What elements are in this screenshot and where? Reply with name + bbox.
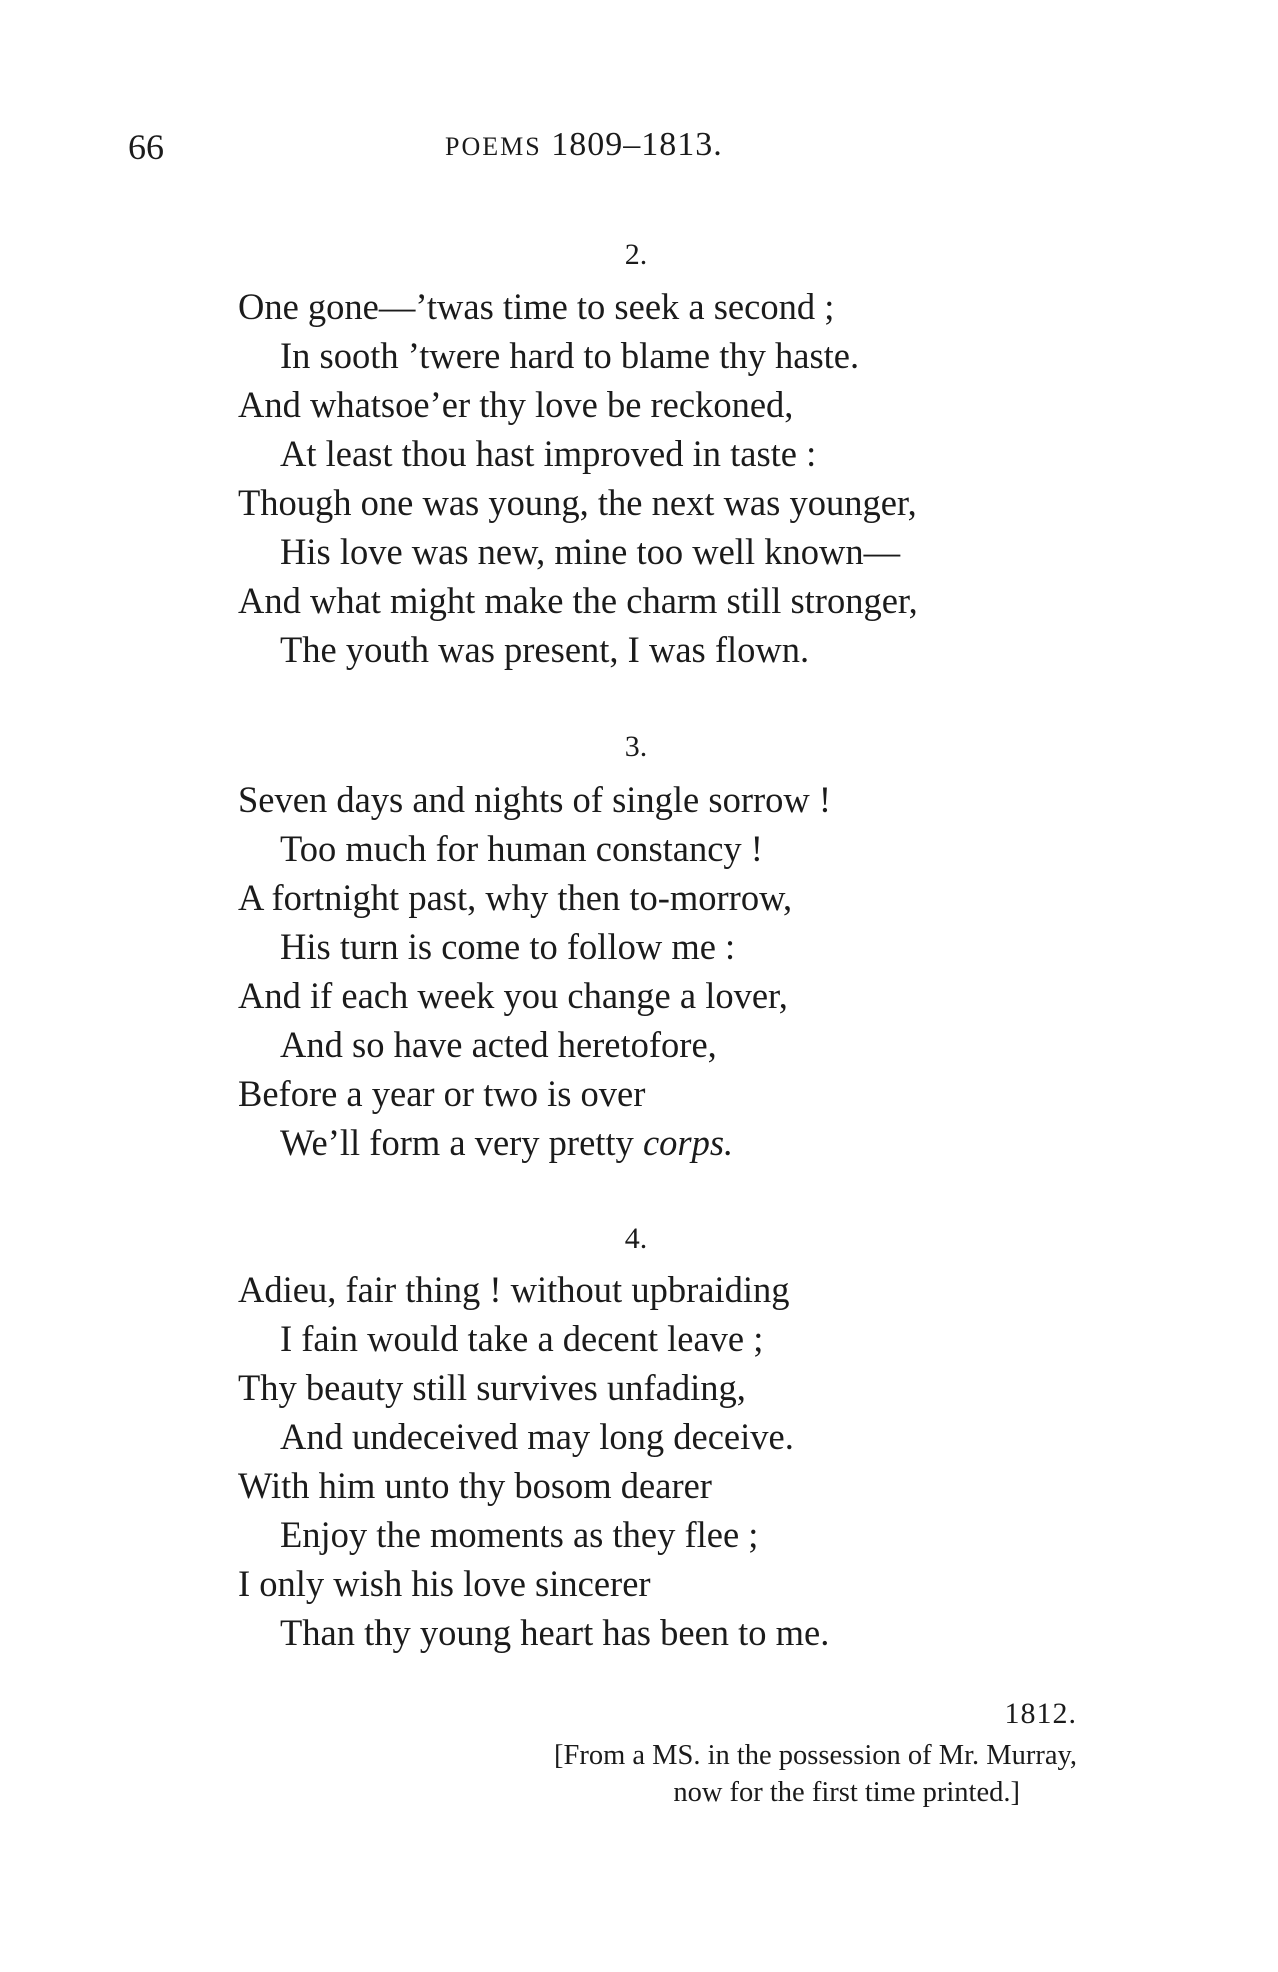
verse-line: And undeceived may long deceive. [280, 1416, 794, 1457]
verse-line: His love was new, mine too well known— [280, 531, 901, 572]
stanza-number: 2. [624, 238, 648, 271]
verse-line: And whatsoe’er thy love be reckoned, [238, 384, 794, 425]
source-note-line: now for the first time printed.] [673, 1777, 1020, 1808]
verse-line: I fain would take a decent leave ; [280, 1318, 764, 1359]
verse-line: And if each week you change a lover, [238, 975, 788, 1016]
verse-line: And what might make the charm still stronger, [238, 580, 918, 621]
verse-line: I only wish his love sincerer [238, 1563, 651, 1604]
stanza [238, 1265, 1138, 1657]
verse-line: One gone—’twas time to seek a second ; [238, 286, 835, 327]
verse-line: At least thou hast improved in taste : [280, 433, 817, 474]
verse-line: Though one was young, the next was younger, [238, 482, 917, 523]
verse-line: Adieu, fair thing ! without upbraiding [238, 1269, 790, 1310]
stanza [238, 282, 1138, 674]
running-head [445, 126, 723, 164]
poem-date: 1812. [1004, 1697, 1077, 1730]
verse-line: In sooth ’twere hard to blame thy haste. [280, 335, 860, 376]
source-note-line: [From a MS. in the possession of Mr. Murray, [553, 1740, 1077, 1771]
verse-line: Seven days and nights of single sorrow ! [238, 779, 832, 820]
verse-line: His turn is come to follow me : [280, 926, 736, 967]
verse-line: Thy beauty still survives unfading, [238, 1367, 746, 1408]
page-header [0, 126, 1278, 176]
running-head-years: 1809–1813. [551, 126, 723, 163]
stanza [238, 775, 1138, 1167]
page-number: 66 [128, 127, 164, 167]
verse-line: Enjoy the moments as they flee ; [280, 1514, 759, 1555]
verse-line: Than thy young heart has been to me. [280, 1612, 830, 1653]
source-note [0, 1737, 1077, 1811]
stanza-number: 3. [624, 730, 648, 763]
italic-word: corps. [642, 1122, 734, 1163]
verse-line: A fortnight past, why then to-morrow, [238, 877, 793, 918]
verse-line [238, 1118, 1138, 1167]
verse-line: The youth was present, I was flown. [280, 629, 810, 670]
running-head-title: POEMS [445, 132, 542, 161]
verse-line: With him unto thy bosom dearer [238, 1465, 712, 1506]
verse-line: And so have acted heretofore, [280, 1024, 717, 1065]
stanza-number: 4. [624, 1222, 648, 1255]
verse-line: Too much for human constancy ! [280, 828, 763, 869]
verse-line-text: We’ll form a very pretty [280, 1122, 634, 1163]
verse-line: Before a year or two is over [238, 1073, 646, 1114]
